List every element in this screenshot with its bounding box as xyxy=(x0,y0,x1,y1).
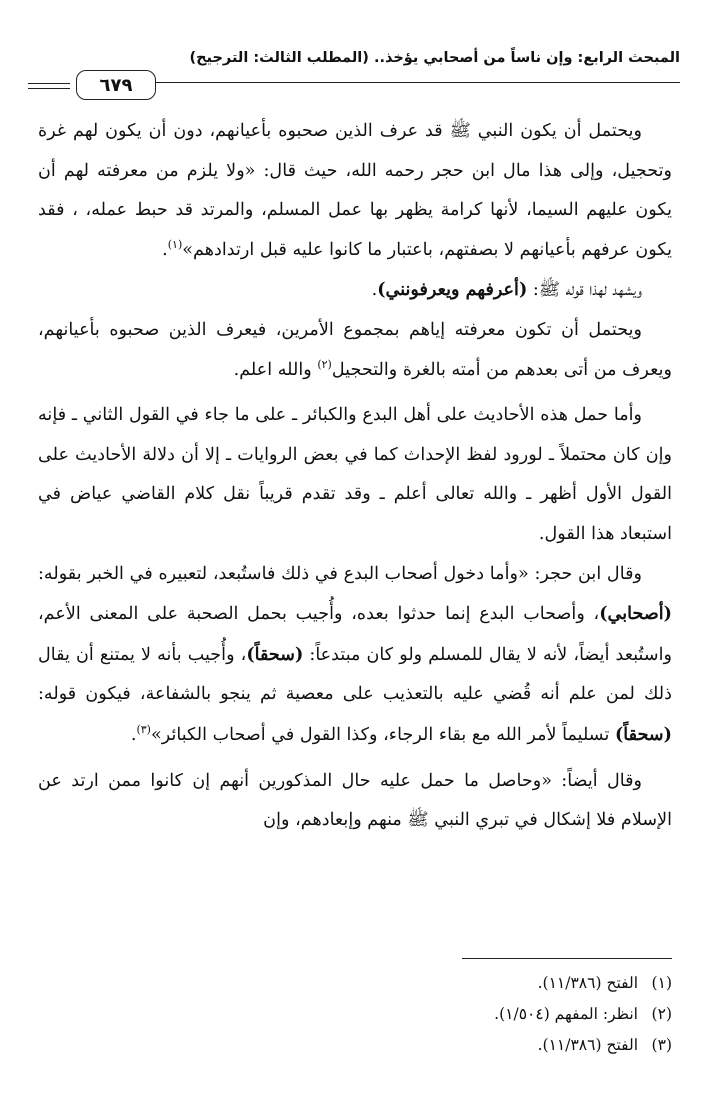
paragraph-3-end: والله اعلم. xyxy=(233,359,318,380)
paragraph-1 xyxy=(38,112,672,270)
paragraph-5-end: . xyxy=(130,724,137,745)
footnote xyxy=(38,1030,672,1061)
paragraph-1-text: ويحتمل أن يكون النبي ﷺ قد عرف الذين صحبوه بأعيانهم، دون أن يكون لهم غرة وتحجيل، وإلى هذا مال ابن حجر رحمه الله، حيث قال: «ولا يلزم من معرفته لهم أن يكون عليهم السيما، لأنها كرامة يظهر بها عمل المسلم، والمرتد قد حبط عمله، ، فقد يكون عرفهم بأعيانهم لا بصفتهم، باعتبار ما كانوا عليه قبل ارتدادهم» xyxy=(38,121,672,260)
bold-term-suhqan-2: (سحقاً) xyxy=(614,723,672,745)
footnotes xyxy=(38,968,672,1061)
header-rule xyxy=(138,82,680,83)
footnote-text: انظر: المفهم (١/٥٠٤). xyxy=(494,1005,638,1023)
footnote-ref-1[interactable]: (١) xyxy=(167,237,183,251)
paragraph-5 xyxy=(38,555,672,756)
paragraph-4: وأما حمل هذه الأحاديث على أهل البدع والكبائر ـ على ما جاء في القول الثاني ـ فإنه وإن كان محتملاً ـ لورود لفظ الإحداث كما في بعض الروايات ـ إلا أن دلالة الأحاديث على القول الأول أظهر ـ والله تعالى أعلم ـ وقد تقدم قريباً نقل كلام القاضي عياض في استبعاد هذا القول. xyxy=(38,405,672,544)
bold-term-suhqan-1: (سحقاً) xyxy=(246,643,304,665)
paragraph-5-text-c: ، وأصحاب البدع إنما حدثوا بعده، وأُجيب بحمل الصحبة على المعنى الأعم، واستُبعد أيضاً، لأنه لا يقال للمسلم ولو كان مبتدعاً: xyxy=(38,604,672,665)
paragraph-5-text-a: وقال ابن حجر: «وأما دخول أصحاب البدع في ذلك فاستُبعد، لتعبيره في الخبر بقوله: xyxy=(38,563,642,584)
footnote-text: الفتح (١١/٣٨٦). xyxy=(537,1036,638,1054)
running-title: المبحث الرابع: وإن ناساً من أصحابي يؤخذ.. (المطلب الثالث: الترجيح) xyxy=(189,50,680,66)
paragraph-2 xyxy=(38,270,672,311)
paragraph-2-text: ويشهد لهذا قوله ﷺ: xyxy=(527,280,642,301)
paragraph-3-text: ويحتمل أن تكون معرفته إياهم بمجموع الأمرين، فيعرف الذين صحبوه بأعيانهم، ويعرف من أتى بعدهم من أمته بالغرة والتحجيل xyxy=(38,319,672,380)
paragraph-5-text-d: ، وأُجيب بأنه لا يمتنع أن يقال ذلك لمن علم أنه قُضي عليه بالتعذيب على معصية ثم ينجو بالشفاعة، فيكون قوله: xyxy=(38,644,672,705)
main-text xyxy=(38,112,672,841)
paragraph-2-end: . xyxy=(371,280,378,301)
footnote-ref-2[interactable]: (٢) xyxy=(317,357,332,371)
footnote-separator xyxy=(462,958,672,959)
footnote-number: (٣) xyxy=(651,1036,672,1054)
footnote-number: (٢) xyxy=(651,1005,672,1023)
header-rule-left-top xyxy=(28,83,70,84)
footnote-number: (١) xyxy=(651,974,672,992)
footnote-text: الفتح (١١/٣٨٦). xyxy=(537,974,638,992)
paragraph-3 xyxy=(38,311,672,390)
paragraph-1-end: . xyxy=(162,239,168,260)
footnote xyxy=(38,999,672,1030)
bold-term-ashabi: (أصحابي) xyxy=(599,603,672,625)
paragraph-6: وقال أيضاً: «وحاصل ما حمل عليه حال المذكورين أنهم إن كانوا ممن ارتد عن الإسلام فلا إشكال في تبري النبي ﷺ منهم وإبعادهم، وإن xyxy=(38,770,672,831)
hadith-quote: (أعرفهم ويعرفونني) xyxy=(377,279,528,301)
page-number: ٦٧٩ xyxy=(76,70,156,100)
footnote xyxy=(38,968,672,999)
paragraph-5-text-e: تسليماً لأمر الله مع بقاء الرجاء، وكذا القول في أصحاب الكبائر» xyxy=(150,724,615,745)
footnote-ref-3[interactable]: (٣) xyxy=(136,723,151,737)
header-rule-left-bottom xyxy=(28,88,70,89)
